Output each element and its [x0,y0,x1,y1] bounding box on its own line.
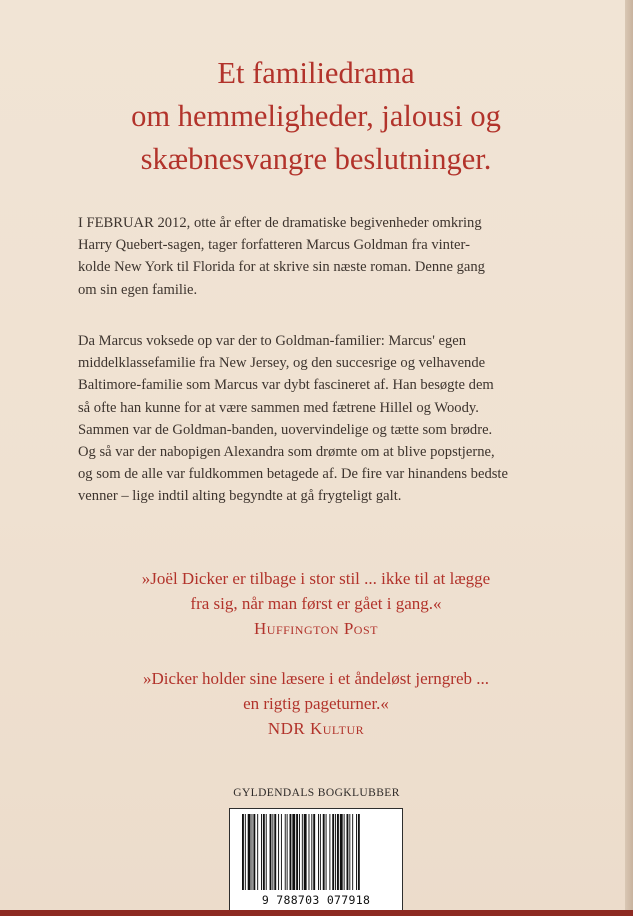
barcode-bar [266,814,267,890]
paragraph-line: I FEBRUAR 2012, otte år efter de dramatiske begivenheder omkring [78,215,482,231]
headline [60,52,572,181]
barcode-bar [272,814,273,890]
barcode-bar [299,814,300,890]
paragraph-line: Og så var der nabopigen Alexandra som drømte om at blive popstjerne, [78,444,495,461]
paragraph-line: Sammen var de Goldman-banden, uovervindelige og tætte som brødre. [78,421,493,438]
barcode-bar [304,814,307,890]
barcode-bar [274,814,276,890]
blurb-paragraph-1 [78,212,558,301]
barcode-bar [245,814,246,890]
paragraph-line: middelklassefamilie fra New Jersey, og den succesrige og velhavende [78,355,486,372]
barcode-bar [340,814,343,890]
paragraph-line: venner – lige indtil alting begyndte at gå frygteligt galt. [78,488,402,505]
barcode-bar [261,814,262,890]
paragraph-line: så ofte han kunne for at være sammen med fætrene Hillel og Woody. [78,399,479,416]
barcode-bar [263,814,265,890]
paragraph-line: Baltimore-familie som Marcus var dybt fascineret af. Han besøgte dem [78,377,494,394]
review-quote-2 [60,666,572,741]
cover-bottom-edge [0,910,633,916]
quote-source: NDR Kultur [267,719,365,738]
barcode-bar [349,814,350,890]
barcode-bar [253,814,255,890]
barcode-bar [252,814,253,890]
headline-line: Et familiedrama [217,56,415,90]
barcode-bar [313,814,315,890]
barcode-bar [358,814,360,890]
paragraph-line: Harry Quebert-sagen, tager forfatteren Marcus Goldman fra vinter- [78,237,470,254]
barcode-bar [323,814,325,890]
isbn-number: 9 788703 077918 [261,893,371,907]
headline-line: om hemmeligheder, jalousi og [131,99,501,133]
barcode-bar [285,814,286,890]
barcode-bar [352,814,353,890]
barcode-bar [311,814,312,890]
barcode-bar [332,814,334,890]
barcode [229,808,403,912]
barcode-bar [242,814,244,890]
barcode-bar [318,814,319,890]
barcode-bar [290,814,292,890]
headline-line: skæbnesvangre beslutninger. [140,142,492,176]
barcode-bar [309,814,310,890]
paragraph-line: og som de alle var fuldkommen betagede af. De fire var hinandens bedste [78,466,508,483]
barcode-bars [240,814,392,892]
barcode-bar [292,814,295,890]
quote-line: fra sig, når man først er gået i gang.« [190,594,442,613]
barcode-bar [329,814,330,890]
review-quote-1 [60,566,572,641]
barcode-bar [356,814,357,890]
quote-source: Huffington Post [254,619,378,638]
paragraph-line: kolde New York til Florida for at skrive sin næste roman. Denne gang [78,259,485,276]
paragraph-line: Da Marcus voksede op var der to Goldman-familier: Marcus' egen [78,333,467,349]
cover-edge [625,0,633,916]
blurb-paragraph-2 [78,330,558,508]
barcode-bar [347,814,349,890]
barcode-bar [248,814,251,890]
paragraph-line: om sin egen familie. [78,281,198,298]
quote-line: »Joël Dicker er tilbage i stor stil ... ikke til at lægge [141,569,491,588]
barcode-bar [278,814,279,890]
barcode-bar [296,814,298,890]
barcode-bar [287,814,288,890]
barcode-bar [335,814,336,890]
quote-line: en rigtig pageturner.« [243,694,389,713]
publisher-name: GYLDENDALS BOGKLUBBER [233,787,400,799]
barcode-bar [326,814,327,890]
barcode-bar [344,814,345,890]
barcode-bar [320,814,321,890]
barcode-bar [281,814,282,890]
barcode-bar [270,814,272,890]
barcode-bar [302,814,303,890]
barcode-bar [337,814,339,890]
quote-line: »Dicker holder sine læsere i et åndeløst jerngreb ... [142,669,490,688]
barcode-bar [257,814,258,890]
